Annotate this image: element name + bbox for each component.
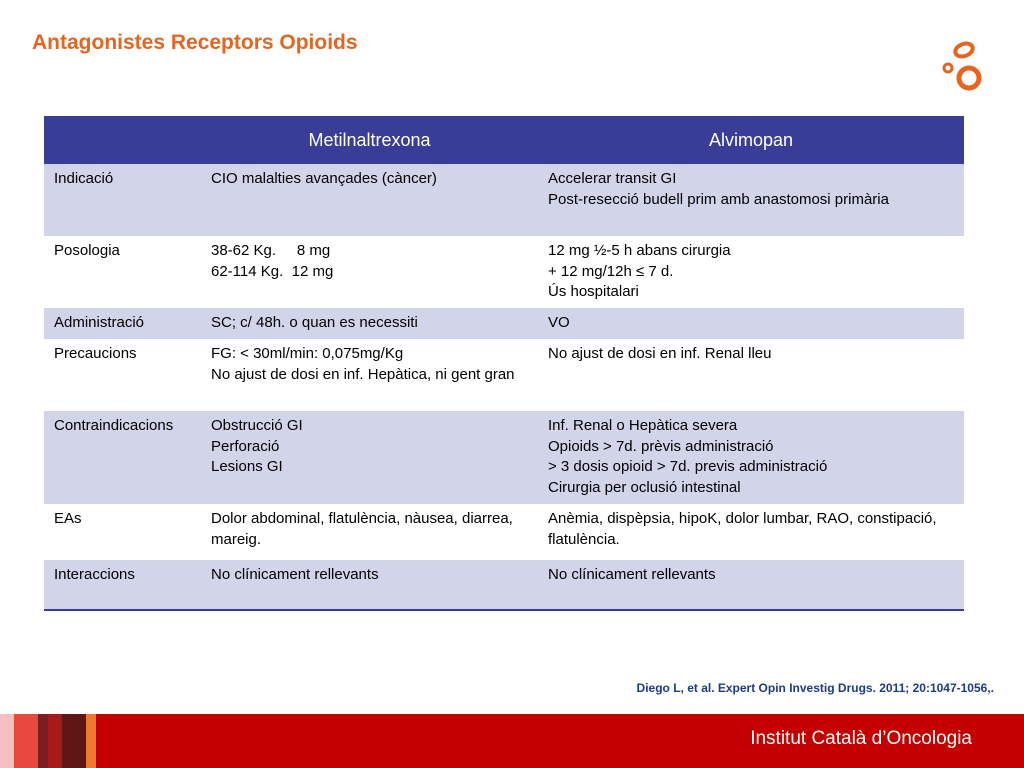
page-title: Antagonistes Receptors Opioids (32, 31, 358, 54)
alvimopan-cell: Inf. Renal o Hepàtica severa Opioids > 7d. prèvis administració > 3 dosis opioid > 7d. previs administració Cirurgia per oclusió intestinal (548, 417, 828, 496)
row-label: Contraindicacions (54, 417, 174, 434)
row-label: Posologia (54, 242, 120, 259)
alvimopan-cell: Anèmia, dispèpsia, hipoK, dolor lumbar, RAO, constipació, flatulència. (548, 510, 937, 548)
row-label: Administració (54, 314, 145, 331)
header-empty (44, 116, 201, 164)
metilnaltrexona-cell: CIO malalties avançades (càncer) (211, 170, 437, 187)
table-row (44, 236, 964, 308)
row-label: Indicació (54, 170, 114, 187)
row-label: Interaccions (54, 566, 135, 583)
table-row (44, 339, 964, 411)
footer-stripe (62, 714, 86, 768)
citation: Diego L, et al. Expert Opin Investig Drugs. 2011; 20:1047-1056,. (636, 681, 994, 695)
footer-stripe (0, 714, 14, 768)
alvimopan-cell: 12 mg ½-5 h abans cirurgia + 12 mg/12h ≤ 7 d. Ús hospitalari (548, 242, 731, 300)
row-label: Precaucions (54, 345, 137, 362)
row-label: EAs (54, 510, 82, 527)
comparison-table (44, 116, 964, 611)
table-row (44, 164, 964, 236)
table-row (44, 504, 964, 560)
alvimopan-cell: Accelerar transit GI Post-resecció budell prim amb anastomosi primària (548, 170, 889, 208)
metilnaltrexona-cell: 38-62 Kg. 8 mg 62-114 Kg. 12 mg (211, 242, 334, 280)
metilnaltrexona-cell: Dolor abdominal, flatulència, nàusea, diarrea, mareig. (211, 510, 513, 548)
metilnaltrexona-cell: FG: < 30ml/min: 0,075mg/Kg No ajust de dosi en inf. Hepàtica, ni gent gran (211, 345, 515, 383)
metilnaltrexona-cell: Obstrucció GI Perforació Lesions GI (211, 417, 303, 475)
footer-stripe (48, 714, 62, 768)
table-header-row (44, 116, 964, 164)
metilnaltrexona-cell: No clínicament rellevants (211, 566, 379, 583)
footer-stripe (14, 714, 38, 768)
table-row (44, 560, 964, 610)
alvimopan-cell: No clínicament rellevants (548, 566, 716, 583)
header-metilnaltrexona: Metilnaltrexona (308, 129, 431, 150)
footer-stripe (38, 714, 48, 768)
metilnaltrexona-cell: SC; c/ 48h. o quan es necessiti (211, 314, 418, 331)
footer-bar (0, 714, 1024, 768)
ico-logo-icon (938, 38, 988, 94)
table-row (44, 411, 964, 504)
alvimopan-cell: No ajust de dosi en inf. Renal lleu (548, 345, 772, 362)
institution-name: Institut Català d’Oncologia (750, 728, 972, 749)
table-row (44, 308, 964, 339)
header-alvimopan: Alvimopan (708, 129, 794, 150)
alvimopan-cell: VO (548, 314, 570, 331)
footer-stripe (86, 714, 96, 768)
